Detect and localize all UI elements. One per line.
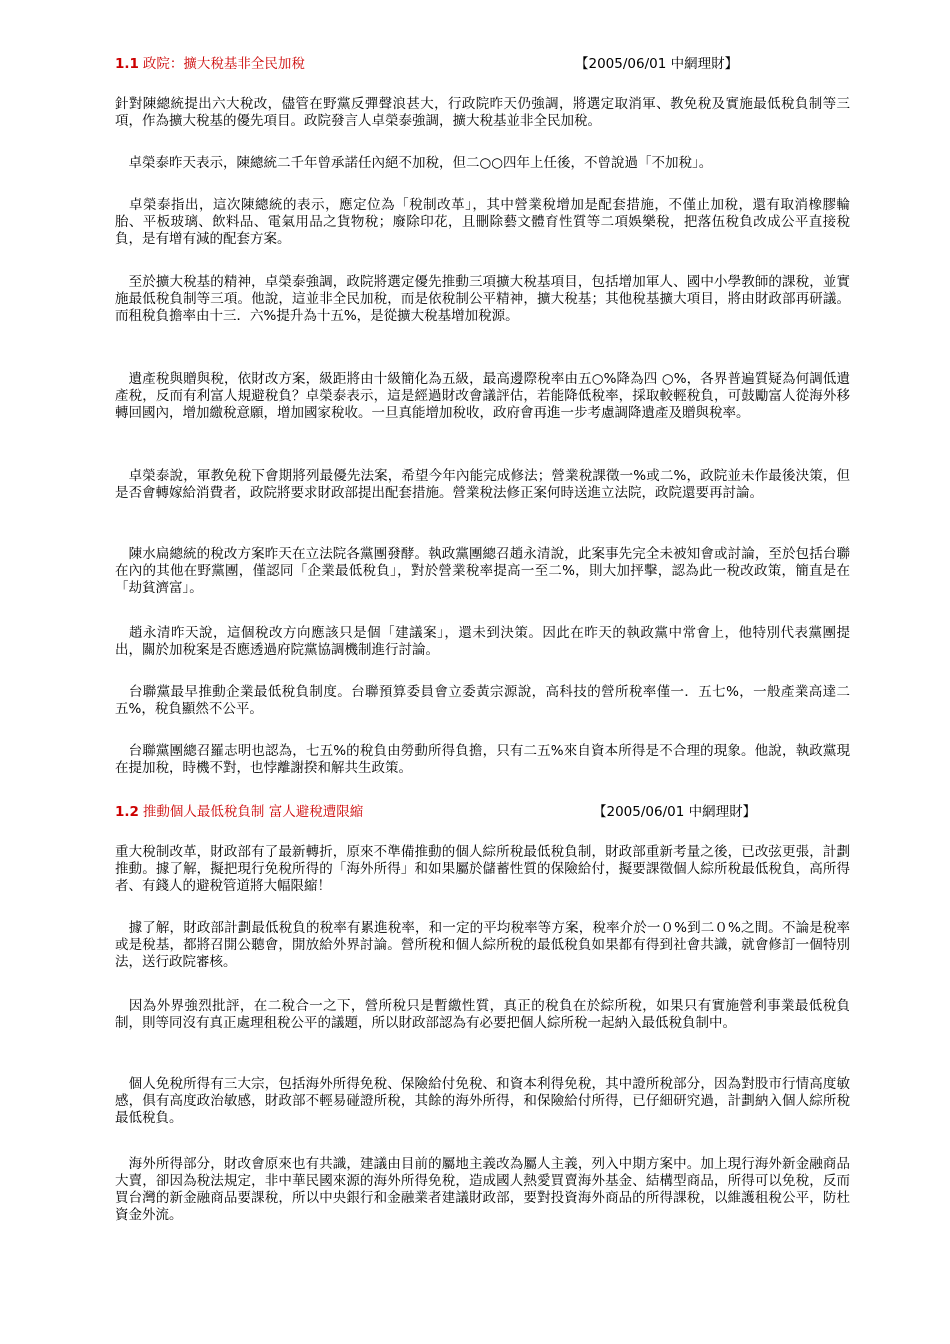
paragraph: 據了解，財政部計劃最低稅負的稅率有累進稅率，和一定的平均稅率等方案，稅率介於一０%到二０%之間。不論是稅率或是稅基，都將召開公聽會，開放給外界討論。營所稅和個人綜所稅的最低稅負如果都有得到社會共識，就會修訂一個特別法，送行政院審核。 [115,920,850,970]
paragraph: 卓榮泰昨天表示，陳總統二千年曾承諾任內絕不加稅，但二○○四年上任後，不曾說過「不加稅」。 [115,155,713,171]
article-section-2 [115,802,850,1223]
paragraph: 卓榮泰說，軍教免稅下會期將列最優先法案，希望今年內能完成修法；營業稅課徵一%或二%，政院並未作最後決策，但是否會轉嫁給消費者，政院將要求財政部提出配套措施。營業稅法修正案何時送進立法院，政院還要再討論。 [115,468,850,501]
section-source-date: 【2005/06/01 中網理財】 [593,804,757,820]
paragraph: 趙永清昨天說，這個稅改方向應該只是個「建議案」，還未到決策。因此在昨天的執政黨中常會上，他特別代表黨團提出，關於加稅案是否應透過府院黨協調機制進行討論。 [115,625,850,658]
section-number: 1.2 [115,804,139,820]
section-heading [115,802,850,822]
section-source-date: 【2005/06/01 中網理財】 [575,56,739,72]
paragraph: 台聯黨最早推動企業最低稅負制度。台聯預算委員會立委黃宗源說，高科技的營所稅率僅一．五七%，一般產業高達二五%，稅負顯然不公平。 [115,684,850,717]
article-section-1 [115,54,850,776]
paragraph: 因為外界強烈批評，在二稅合一之下，營所稅只是暫繳性質，真正的稅負在於綜所稅，如果只有實施營利事業最低稅負制，則等同沒有真正處理租稅公平的議題，所以財政部認為有必要把個人綜所稅一起納入最低稅負制中。 [115,998,850,1031]
section-title: 政院：擴大稅基非全民加稅 [142,56,305,72]
paragraph: 針對陳總統提出六大稅改，儘管在野黨反彈聲浪甚大，行政院昨天仍強調，將選定取消軍、教免稅及實施最低稅負制等三項，作為擴大稅基的優先項目。政院發言人卓榮泰強調，擴大稅基並非全民加稅。 [115,96,850,129]
paragraph: 遺產稅與贈與稅，依財改方案，級距將由十級簡化為五級，最高邊際稅率由五○%降為四 ○%，各界普遍質疑為何調低遺產稅，反而有利富人規避稅負？卓榮泰表示，這是經過財改會議評估，若能降低稅率，採取較輕稅負，可鼓勵富人從海外移轉回國內，增加繳稅意願，增加國家稅收。一旦真能增加稅收，政府會再進一步考慮調降遺產及贈與稅率。 [115,371,850,421]
paragraph: 海外所得部分，財改會原來也有共識，建議由目前的屬地主義改為屬人主義，列入中期方案中。加上現行海外新金融商品大賣，卻因為稅法規定，非中華民國來源的海外所得免稅，造成國人熱愛買賣海外基金、結構型商品，所得可以免稅，反而買台灣的新金融商品要課稅，所以中央銀行和金融業者建議財政部，要對投資海外商品的所得課稅，以維護租稅公平，防杜資金外流。 [115,1156,850,1223]
paragraph: 至於擴大稅基的精神，卓榮泰強調，政院將選定優先推動三項擴大稅基項目，包括增加軍人、國中小學教師的課稅，並實施最低稅負制等三項。他說，這並非全民加稅，而是依稅制公平精神，擴大稅基；其他稅基擴大項目，將由財政部再研議。而租稅負擔率由十三．六%提升為十五%，是從擴大稅基增加稅源。 [115,274,850,324]
paragraph: 台聯黨團總召羅志明也認為，七五%的稅負由勞動所得負擔，只有二五%來自資本所得是不合理的現象。他說，執政黨現在提加稅，時機不對，也悖離謝揆和解共生政策。 [115,743,850,776]
paragraph: 卓榮泰指出，這次陳總統的表示，應定位為「稅制改革」，其中營業稅增加是配套措施，不僅止加稅，還有取消橡膠輪胎、平板玻璃、飲料品、電氣用品之貨物稅；廢除印花，且刪除藝文體育性質等二項娛樂稅，把落伍稅負改成公平直接稅負，是有增有減的配套方案。 [115,197,850,247]
paragraph: 陳水扁總統的稅改方案昨天在立法院各黨團發酵。執政黨團總召趙永清說，此案事先完全未被知會或討論，至於包括台聯在內的其他在野黨團，僅認同「企業最低稅負」，對於營業稅率提高一至二%，則大加抨擊，認為此一稅改政策，簡直是在「劫貧濟富」。 [115,546,850,596]
paragraph: 重大稅制改革，財政部有了最新轉折，原來不準備推動的個人綜所稅最低稅負制，財政部重新考量之後，已改弦更張，計劃推動。據了解，擬把現行免稅所得的「海外所得」和如果屬於儲蓄性質的保險給付，擬要課徵個人綜所稅最低稅負，高所得者、有錢人的避稅管道將大幅限縮！ [115,844,850,894]
section-heading [115,54,850,74]
section-title: 推動個人最低稅負制 富人避稅遭限縮 [142,804,364,820]
section-number: 1.1 [115,56,139,72]
paragraph: 個人免稅所得有三大宗，包括海外所得免稅、保險給付免稅、和資本利得免稅，其中證所稅部分，因為對股市行情高度敏感，俱有高度政治敏感，財政部不輕易碰證所稅，其餘的海外所得，和保險給付所得，已仔細研究過，計劃納入個人綜所稅最低稅負。 [115,1076,850,1126]
